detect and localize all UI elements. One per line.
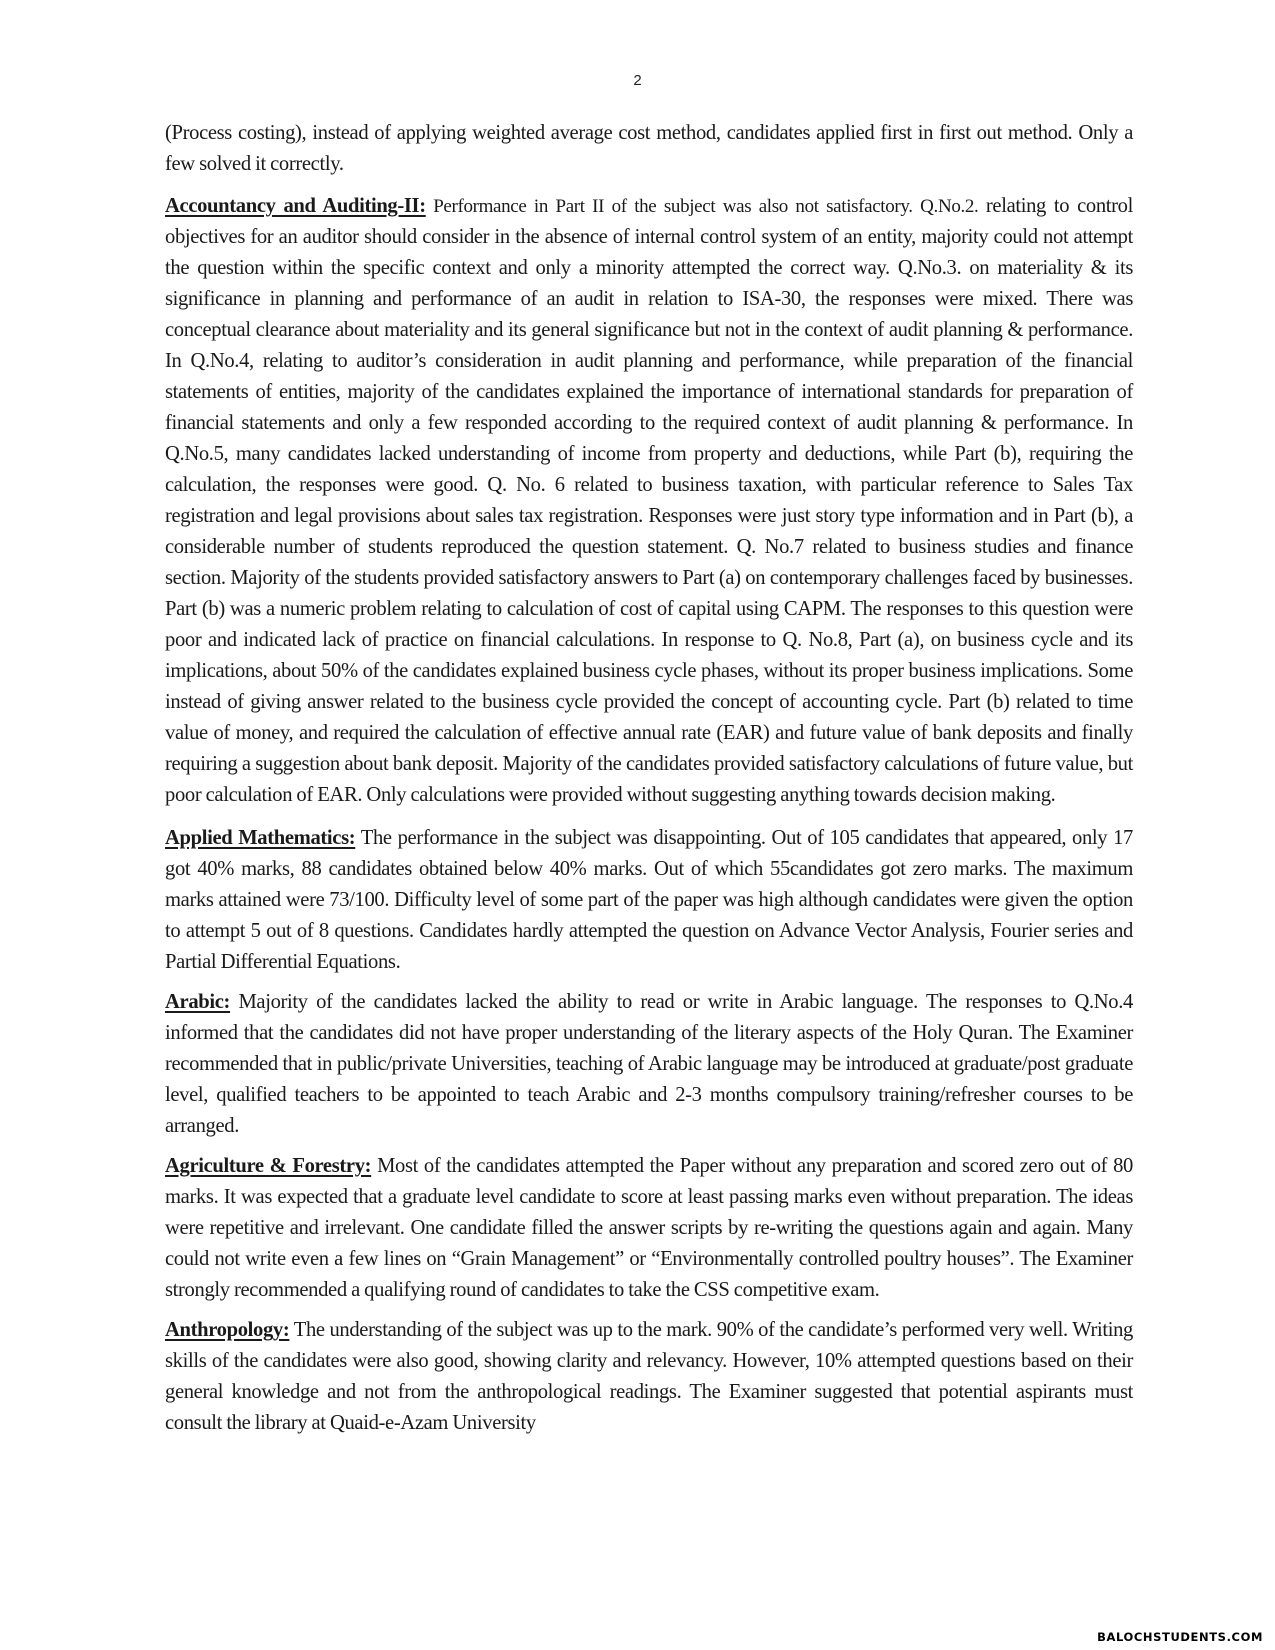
document-body [165,118,1133,1448]
section-heading: Arabic: [165,991,231,1013]
section-body-text: relating to control objectives for an auditor should consider in the absence of internal control system of an entity, majority could not attempt the question within the specific context and only a minority attempted the correct way. Q.No.3. on materiality & its significance in planning and performance of an audit in relation to ISA-30, the responses were mixed. There was conceptual clearance about materiality and its general significance but not in the context of audit planning & performance. In Q.No.4, relating to auditor’s consideration in audit planning and performance, while preparation of the financial statements of entities, majority of the candidates explained the importance of international standards for preparation of financial statements and only a few responded according to the required context of audit planning & performance. In Q.No.5, many candidates lacked understanding of income from property and deductions, while Part (b), requiring the calculation, the responses were good. Q. No. 6 related to business taxation, with particular reference to Sales Tax registration and legal provisions about sales tax registration. Responses were just story type information and in Part (b), a considerable number of students reproduced the question statement. Q. No.7 related to business studies and finance section. Majority of the students provided satisfactory answers to Part (a) on contemporary challenges faced by businesses. Part (b) was a numeric problem relating to calculation of cost of capital using CAPM. The responses to this question were poor and indicated lack of practice on financial calculations. In response to Q. No.8, Part (a), on business cycle and its implications, about 50% of the candidates explained business cycle phases, without its proper business implications. Some instead of giving answer related to the business cycle provided the concept of accounting cycle. Part (b) related to time value of money, and required the calculation of effective annual rate (EAR) and future value of bank deposits and finally requiring a suggestion about bank deposit. Majority of the candidates provided satisfactory calculations of future value, but poor calculation of EAR. Only calculations were provided without suggesting anything towards decision making. [165,195,1133,806]
section-heading: Applied Mathematics: [165,827,356,849]
page-number: 2 [633,72,642,89]
watermark-brand: BALOCHSTUDENTS.COM [1097,1630,1263,1644]
section-anthropology [165,1315,1133,1439]
section-agriculture-forestry [165,1151,1133,1306]
section-body-text: The performance in the subject was disappointing. Out of 105 candidates that appeared, only 17 got 40% marks, 88 candidates obtained below 40% marks. Out of which 55candidates got zero marks. The maximum marks attained were 73/100. Difficulty level of some part of the paper was high although candidates were given the option to attempt 5 out of 8 questions. Candidates hardly attempted the question on Advance Vector Analysis, Fourier series and Partial Differential Equations. [165,827,1133,973]
section-applied-mathematics [165,823,1133,978]
section-heading: Agriculture & Forestry: [165,1155,372,1177]
section-accountancy-auditing-ii [165,191,1133,811]
section-body-text: Majority of the candidates lacked the ability to read or write in Arabic language. The responses to Q.No.4 informed that the candidates did not have proper understanding of the literary aspects of the Holy Quran. The Examiner recommended that in public/private Universities, teaching of Arabic language may be introduced at graduate/post graduate level, qualified teachers to be appointed to teach Arabic and 2-3 months compulsory training/refresher courses to be arranged. [165,991,1133,1137]
section-arabic [165,987,1133,1142]
section-body-text: The understanding of the subject was up to the mark. 90% of the candidate’s performed very well. Writing skills of the candidates were also good, showing clarity and relevancy. However, 10% attempted questions based on their general knowledge and not from the anthropological readings. The Examiner suggested that potential aspirants must consult the library at Quaid-e-Azam University [165,1319,1133,1434]
section-lead-text: Performance in Part II of the subject was also not satisfactory. Q.No.2. [425,196,986,217]
section-heading: Anthropology: [165,1319,290,1341]
intro-paragraph: (Process costing), instead of applying weighted average cost method, candidates applied first in first out method. Only a few solved it correctly. [165,122,1133,175]
section-body-text: Most of the candidates attempted the Paper without any preparation and scored zero out of 80 marks. It was expected that a graduate level candidate to score at least passing marks even without preparation. The ideas were repetitive and irrelevant. One candidate filled the answer scripts by re-writing the questions again and again. Many could not write even a few lines on “Grain Management” or “Environmentally controlled poultry houses”. The Examiner strongly recommended a qualifying round of candidates to take the CSS competitive exam. [165,1155,1133,1301]
section-heading: Accountancy and Auditing-II: [165,195,426,217]
